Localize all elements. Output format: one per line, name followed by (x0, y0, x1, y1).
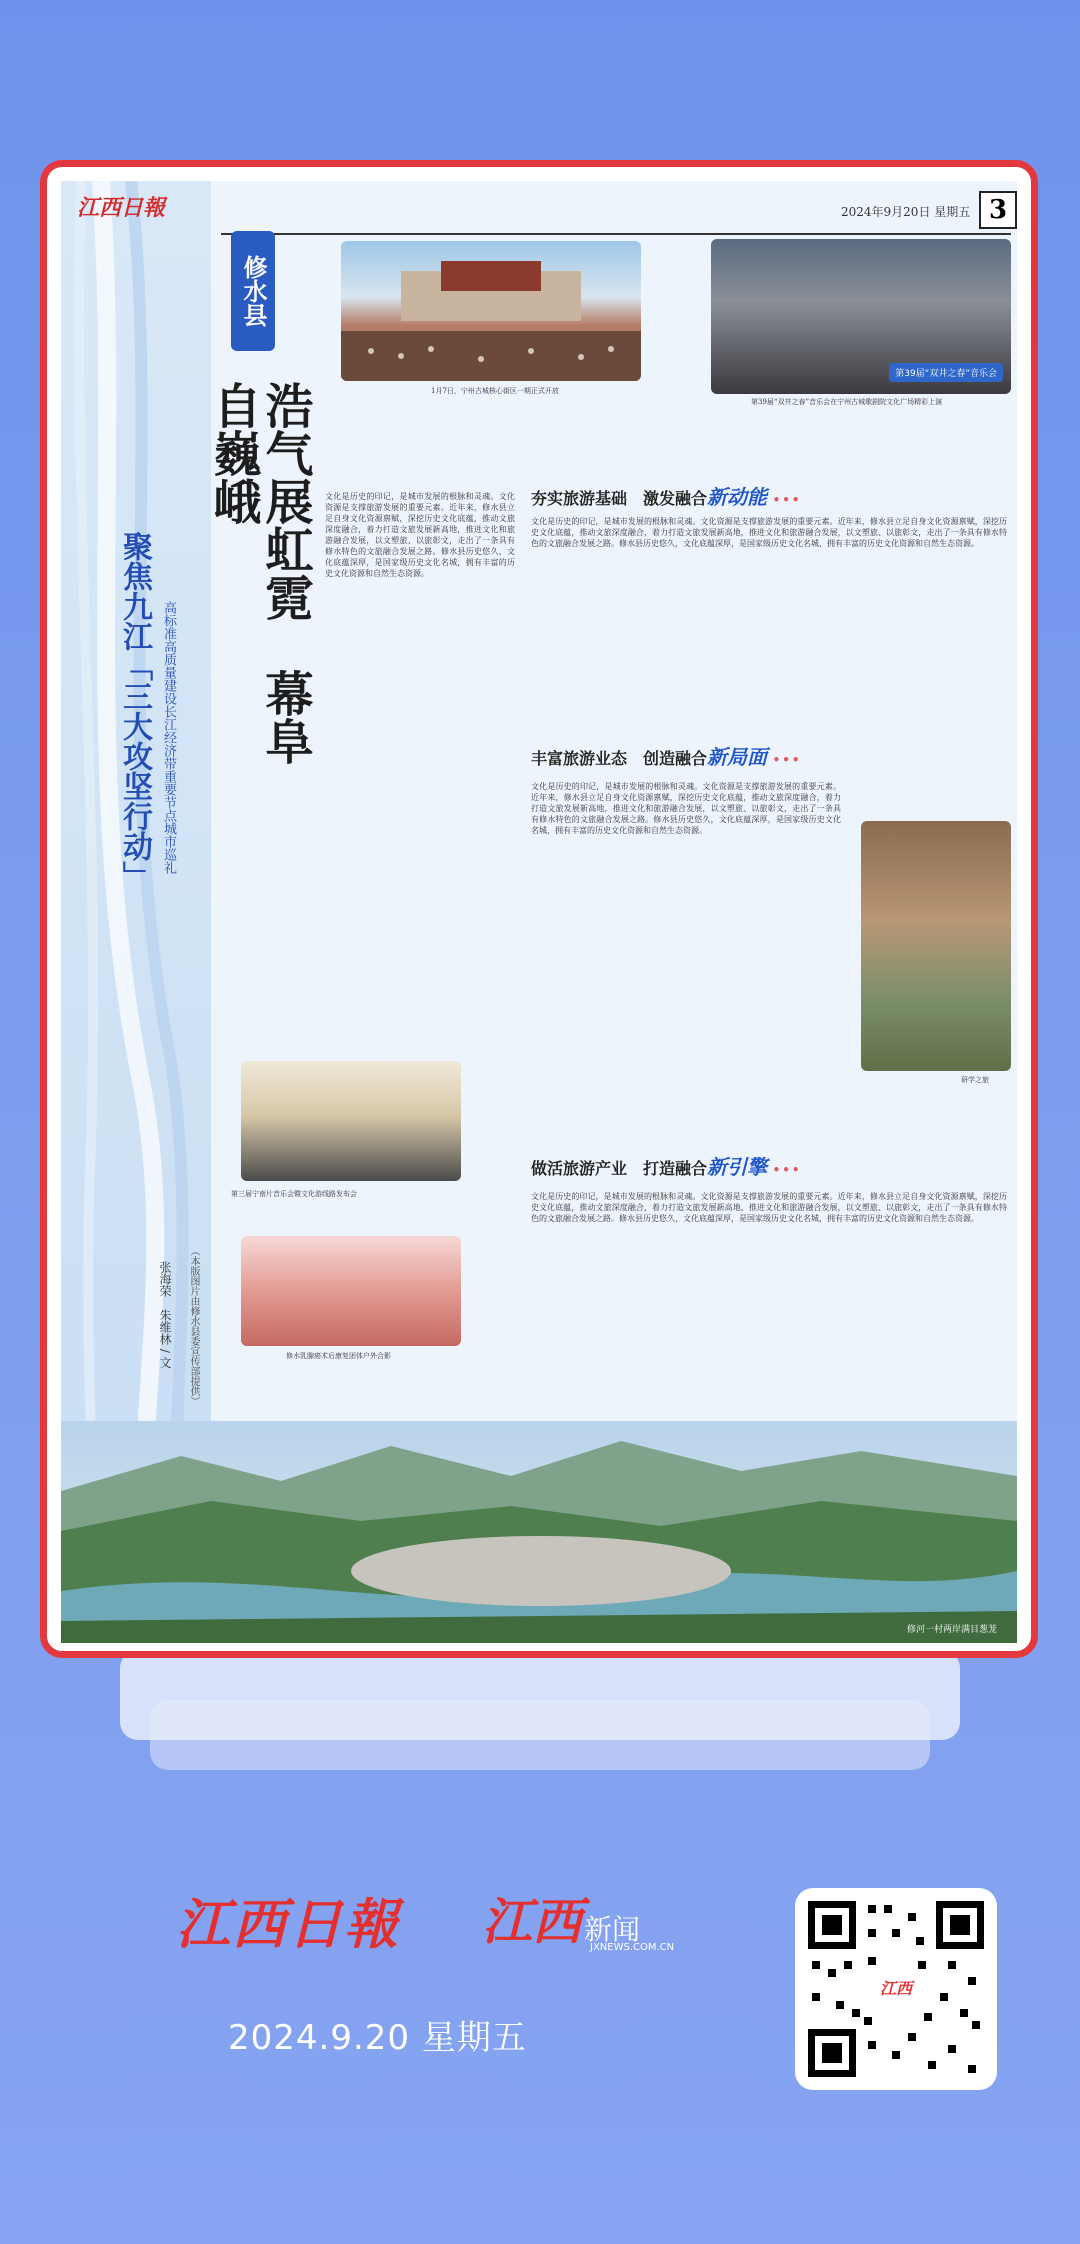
newspaper-page (61, 181, 1017, 1643)
photo-study-tour[interactable] (861, 821, 1011, 1071)
caption-right: 研学之旅 (961, 1076, 989, 1084)
caption-top-right: 第39届“双井之春”音乐会在宁州古城歌剧院文化广场精彩上演 (751, 398, 943, 406)
article-section-2: 文化是历史的印记，是城市发展的根脉和灵魂。文化资源是支撑旅游发展的重要元素。近年来，修水县立足自身文化资源禀赋，深挖历史文化底蕴，推动文旅深度融合，着力打造文旅发展新高地，推进文化和旅游融合发展，以文塑旅、以旅彰文，走出了一条具有修水特色的文旅融合发展之路。修水县历史悠久，文化底蕴深厚，是国家级历史文化名城，拥有丰富的历史文化资源和自然生态资源。 (531, 782, 841, 835)
section-heading-2 (531, 741, 802, 770)
newspaper-card[interactable] (40, 160, 1038, 1658)
news-logo-brand: 江西 (482, 1892, 582, 1951)
qr-center-logo: 江西 (873, 1968, 919, 2010)
article-section-3: 文化是历史的印记，是城市发展的根脉和灵魂。文化资源是支撑旅游发展的重要元素。近年来，修水县立足自身文化资源禀赋，深挖历史文化底蕴，推动文旅深度融合，着力打造文旅发展新高地，推进文化和旅游融合发展，以文塑旅、以旅彰文，走出了一条具有修水特色的文旅融合发展之路。修水县历史悠久，文化底蕴深厚，是国家级历史文化名城，拥有丰富的历史文化资源和自然生态资源。 (531, 1192, 1007, 1223)
jiangxi-daily-logo: 江西日報 (176, 1892, 400, 1956)
section-3-dots: ••• (772, 1163, 802, 1177)
section-2-dots: ••• (772, 753, 802, 767)
section-1-dots: ••• (772, 493, 802, 507)
background-stack-card (120, 1650, 960, 1740)
section-2-lead: 丰富旅游业态 创造融合 (531, 749, 708, 768)
news-logo-site: JXNEWS.COM.CN (590, 1942, 675, 1953)
section-1-lead: 夯实旅游基础 激发融合 (531, 489, 708, 508)
section-3-accent: 新引擎 (707, 1155, 768, 1179)
masthead: 江西日報 (77, 195, 166, 221)
article-section-1: 文化是历史的印记，是城市发展的根脉和灵魂。文化资源是支撑旅游发展的重要元素。近年来，修水县立足自身文化资源禀赋，深挖历史文化底蕴，推动文旅深度融合，着力打造文旅发展新高地，推进文化和旅游融合发展，以文塑旅、以旅彰文，走出了一条具有修水特色的文旅融合发展之路。修水县历史悠久，文化底蕴深厚，是国家级历史文化名城，拥有丰富的历史文化资源和自然生态资源。 (531, 517, 1007, 548)
news-logo-word: 新闻 (584, 1913, 641, 1946)
page-number: 3 (979, 191, 1017, 229)
photo-credit-note: （本版图片由修水县委宣传部提供） (188, 1246, 199, 1406)
column-title: 聚焦九江「三大攻坚行动」 (117, 531, 152, 891)
photo-concert[interactable] (711, 239, 1011, 394)
section-3-lead: 做活旅游产业 打造融合 (531, 1159, 708, 1178)
article-column-1: 文化是历史的印记，是城市发展的根脉和灵魂。文化资源是支撑旅游发展的重要元素。近年来，修水县立足自身文化资源禀赋，深挖历史文化底蕴，推动文旅深度融合，着力打造文旅发展新高地，推进文化和旅游融合发展，以文塑旅、以旅彰文，走出了一条具有修水特色的文旅融合发展之路。修水县历史悠久，文化底蕴深厚，是国家级历史文化名城，拥有丰富的历史文化资源和自然生态资源。 (325, 492, 515, 578)
column-subtitle: 高标准高质量建设长江经济带重要节点城市巡礼 (161, 601, 176, 874)
issue-date: 2024年9月20日 星期五 (841, 205, 971, 219)
photo-ancient-town-opening[interactable] (341, 241, 641, 381)
caption-top-left: 1月7日，宁州古城核心街区一期正式开放 (431, 387, 559, 395)
section-heading-1 (531, 481, 802, 510)
photo-group[interactable] (241, 1236, 461, 1346)
concert-banner: 第39届“双井之春”音乐会 (889, 363, 1003, 382)
landscape-illustration (61, 1421, 1017, 1643)
caption-mid-left: 第三届宁南片音乐会暨文化游线路发布会 (231, 1190, 357, 1198)
page-headline: 浩气展虹霓 幕阜自巍峨 (205, 381, 313, 765)
header-rule (221, 233, 1011, 235)
photo-river-landscape[interactable] (61, 1421, 1017, 1643)
caption-lower-left: 修水乳腺癌术后康复团体户外合影 (286, 1352, 391, 1360)
byline: 张海荣 朱维林 / 文 (158, 1261, 172, 1369)
section-2-accent: 新局面 (707, 745, 768, 769)
footer-date: 2024.9.20 星期五 (228, 2018, 527, 2058)
photo-conference[interactable] (241, 1061, 461, 1181)
caption-bottom: 修河一村两岸满目葱茏 (906, 1625, 997, 1635)
qr-code[interactable] (795, 1888, 997, 2090)
jiangxi-news-logo (482, 1882, 675, 1954)
section-1-accent: 新动能 (707, 485, 768, 509)
crowd-illustration (341, 241, 641, 381)
section-heading-3 (531, 1151, 802, 1180)
county-tag: 修水县 (231, 231, 275, 351)
